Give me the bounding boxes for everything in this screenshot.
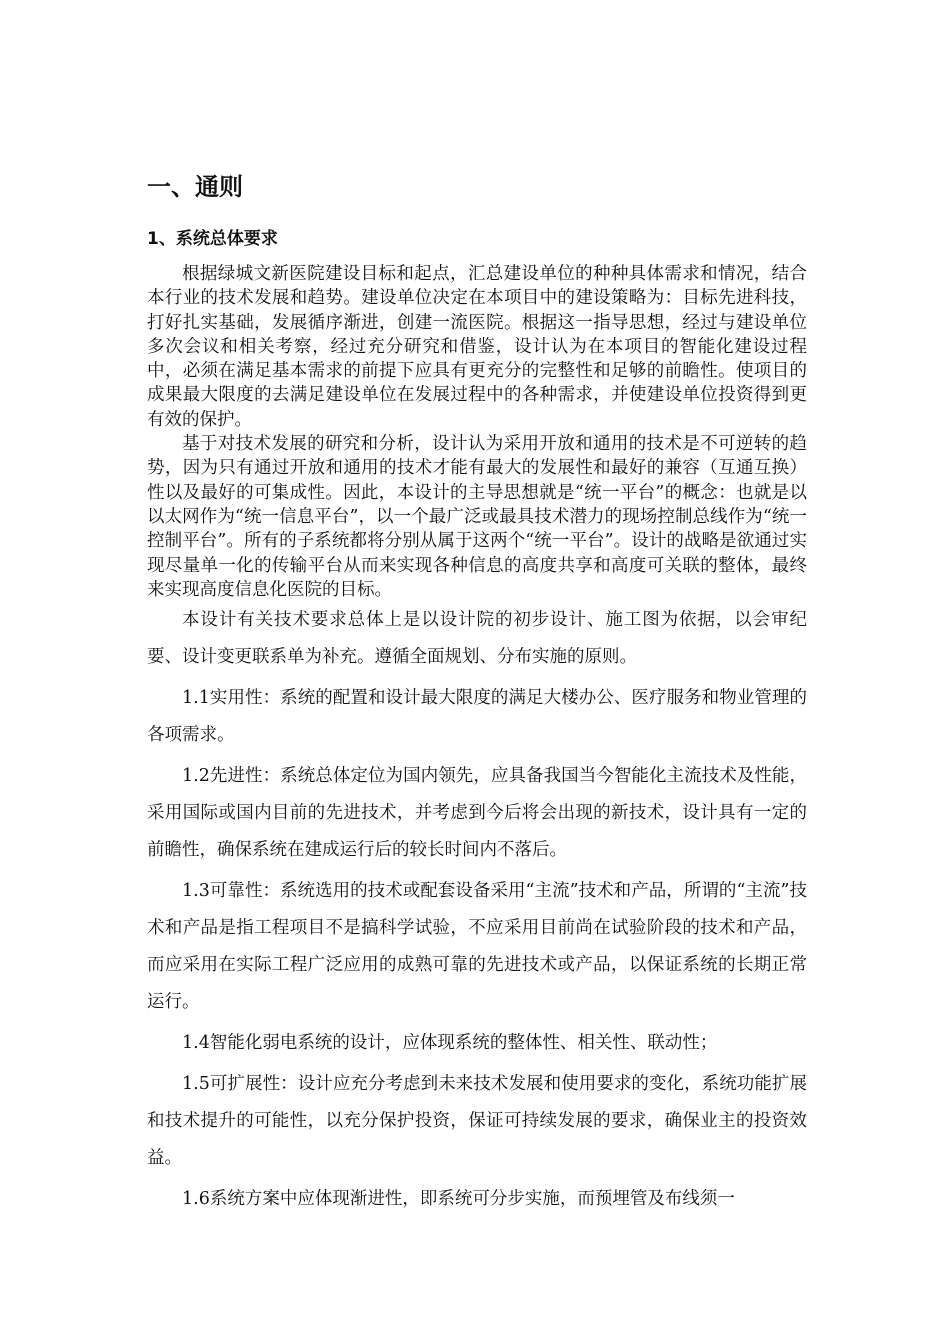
paragraph-1-2: 1.2先进性：系统总体定位为国内领先，应具备我国当今智能化主流技术及性能，采用国际或国内目前的先进技术，并考虑到今后将会出现的新技术，设计具有一定的前瞻性，确保系统在建成运行后的较长时间内不落后。: [147, 766, 807, 861]
paragraph-intro: 根据绿城文新医院建设目标和起点，汇总建设单位的种种具体需求和情况，结合本行业的技术发展和趋势。建设单位决定在本项目中的建设策略为：目标先进科技，打好扎实基础，发展循序渐进，创建一流医院。根据这一指导思想，经过与建设单位多次会议和相关考察，经过充分研究和借鉴，设计认为在本项目的智能化建设过程中，必须在满足基本需求的前提下应具有更充分的完整性和足够的前瞻性。使项目的成果最大限度的去满足建设单位在发展过程中的各种需求，并使建设单位投资得到更有效的保护。: [147, 264, 807, 430]
paragraph-strategy: 基于对技术发展的研究和分析，设计认为采用开放和通用的技术是不可逆转的趋势，因为只有通过开放和通用的技术才能有最大的发展性和最好的兼容（互通互换）性以及最好的可集成性。因此，本设计的主导思想就是“统一平台”的概念：也就是以以太网作为“统一信息平台”，以一个最广泛或最具技术潜力的现场控制总线作为“统一控制平台”。所有的子系统都将分别从属于这两个“统一平台”。设计的战略是欲通过实现尽量单一化的传输平台从而来实现各种信息的高度共享和高度可关联的整体，最终来实现高度信息化医院的目标。: [147, 434, 807, 600]
subsection-heading: 1、系统总体要求: [147, 229, 278, 249]
paragraph-1-4: 1.4智能化弱电系统的设计，应体现系统的整体性、相关性、联动性；: [182, 1033, 718, 1054]
body-text: [147, 262, 807, 1218]
paragraph-1-5: 1.5可扩展性：设计应充分考虑到未来技术发展和使用要求的变化，系统功能扩展和技术提升的可能性，以充分保护投资，保证可持续发展的要求，确保业主的投资效益。: [147, 1074, 807, 1169]
paragraph-1-1: 1.1实用性：系统的配置和设计最大限度的满足大楼办公、医疗服务和物业管理的各项需求。: [147, 688, 807, 746]
paragraph-basis: 本设计有关技术要求总体上是以设计院的初步设计、施工图为依据，以会审纪要、设计变更联系单为补充。遵循全面规划、分布实施的原则。: [147, 610, 807, 668]
paragraph-1-6: 1.6系统方案中应体现渐进性，即系统可分步实施，而预埋管及布线须一: [182, 1189, 735, 1210]
section-heading: 一、通则: [147, 173, 243, 201]
paragraph-1-3: 1.3可靠性：系统选用的技术或配套设备采用“主流”技术和产品，所谓的“主流”技术和产品是指工程项目不是搞科学试验，不应采用目前尚在试验阶段的技术和产品，而应采用在实际工程广泛应用的成熟可靠的先进技术或产品，以保证系统的长期正常运行。: [147, 881, 807, 1013]
